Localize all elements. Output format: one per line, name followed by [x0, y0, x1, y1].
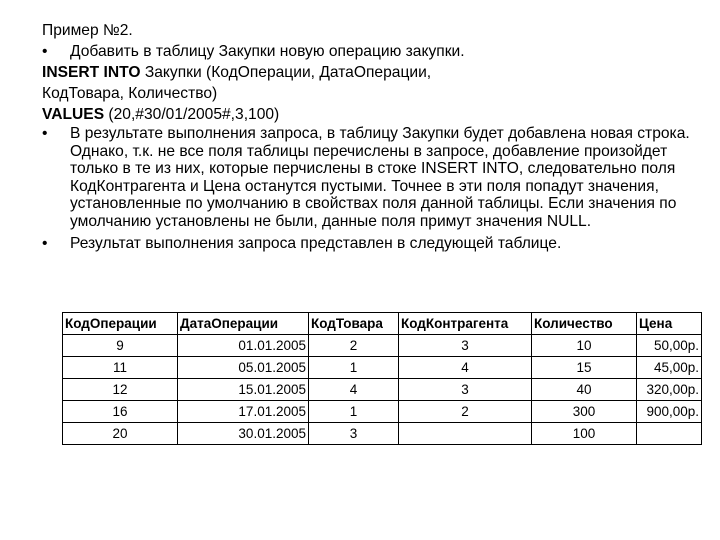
table-cell: 30.01.2005 — [178, 423, 309, 445]
header-cell: КодОперации — [63, 313, 178, 335]
sql-values-line — [42, 104, 692, 125]
sql-insert-rest: Закупки (КодОперации, ДатаОперации, — [140, 64, 432, 81]
table-cell: 40 — [532, 379, 637, 401]
table-cell: 05.01.2005 — [178, 357, 309, 379]
table-row — [63, 335, 702, 357]
bullet-item-3 — [42, 233, 692, 254]
table-cell: 9 — [63, 335, 178, 357]
table-cell: 900,00р. — [637, 401, 702, 423]
bullet-item-2 — [42, 125, 692, 230]
table-cell: 20 — [63, 423, 178, 445]
table-cell: 01.01.2005 — [178, 335, 309, 357]
table-cell: 17.01.2005 — [178, 401, 309, 423]
bullet-icon: • — [42, 125, 48, 142]
sql-values-rest: (20,#30/01/2005#,3,100) — [104, 106, 280, 123]
header-cell: ДатаОперации — [178, 313, 309, 335]
table-cell: 16 — [63, 401, 178, 423]
purchases-table — [62, 312, 702, 445]
bullet-item-1 — [42, 41, 692, 62]
table-cell: 2 — [309, 335, 399, 357]
table-cell: 1 — [309, 357, 399, 379]
table-cell: 50,00р. — [637, 335, 702, 357]
table-row — [63, 423, 702, 445]
sql-insert-keyword: INSERT INTO — [42, 64, 141, 81]
table-cell: 3 — [309, 423, 399, 445]
bullet-icon: • — [42, 43, 48, 60]
table-cell: 4 — [399, 357, 532, 379]
header-cell: Цена — [637, 313, 702, 335]
table-cell: 12 — [63, 379, 178, 401]
table-row — [63, 357, 702, 379]
sql-columns-line: КодТовара, Количество) — [42, 85, 218, 102]
table-cell: 15.01.2005 — [178, 379, 309, 401]
table-cell — [637, 423, 702, 445]
table-row — [63, 379, 702, 401]
header-cell: Количество — [532, 313, 637, 335]
table-cell: 4 — [309, 379, 399, 401]
table-cell: 10 — [532, 335, 637, 357]
bullet-icon: • — [42, 235, 48, 252]
table-cell: 1 — [309, 401, 399, 423]
table-cell: 320,00р. — [637, 379, 702, 401]
table-cell: 45,00р. — [637, 357, 702, 379]
table-row — [63, 401, 702, 423]
table-cell: 11 — [63, 357, 178, 379]
table-cell — [399, 423, 532, 445]
table-cell: 100 — [532, 423, 637, 445]
table-cell: 300 — [532, 401, 637, 423]
bullet-text-1: Добавить в таблицу Закупки новую операцию закупки. — [70, 43, 465, 60]
table-cell: 3 — [399, 335, 532, 357]
sql-insert-line — [42, 62, 692, 83]
header-cell: КодТовара — [309, 313, 399, 335]
bullet-text-2: В результате выполнения запроса, в таблицу Закупки будет добавлена новая строка. Однако, т.к. не все поля таблицы перечислены в запросе, добавление произойдет только в те из них, которые перчислены в стоке INSERT INTO, следовательно поля КодКонтрагента и Цена останутся пустыми. Точнее в эти поля попадут значения, установленные по умолчанию в свойствах поля данной таблицы. Если значения по умолчанию установлены не были, данные поля примут значения NULL. — [70, 125, 690, 230]
text-block — [42, 20, 692, 254]
example-title: Пример №2. — [42, 22, 133, 39]
table-cell: 3 — [399, 379, 532, 401]
bullet-text-3: Результат выполнения запроса представлен в следующей таблице. — [70, 235, 562, 252]
header-cell: КодКонтрагента — [399, 313, 532, 335]
sql-values-keyword: VALUES — [42, 106, 105, 123]
table-cell: 2 — [399, 401, 532, 423]
table-cell: 15 — [532, 357, 637, 379]
table-header-row — [63, 313, 702, 335]
